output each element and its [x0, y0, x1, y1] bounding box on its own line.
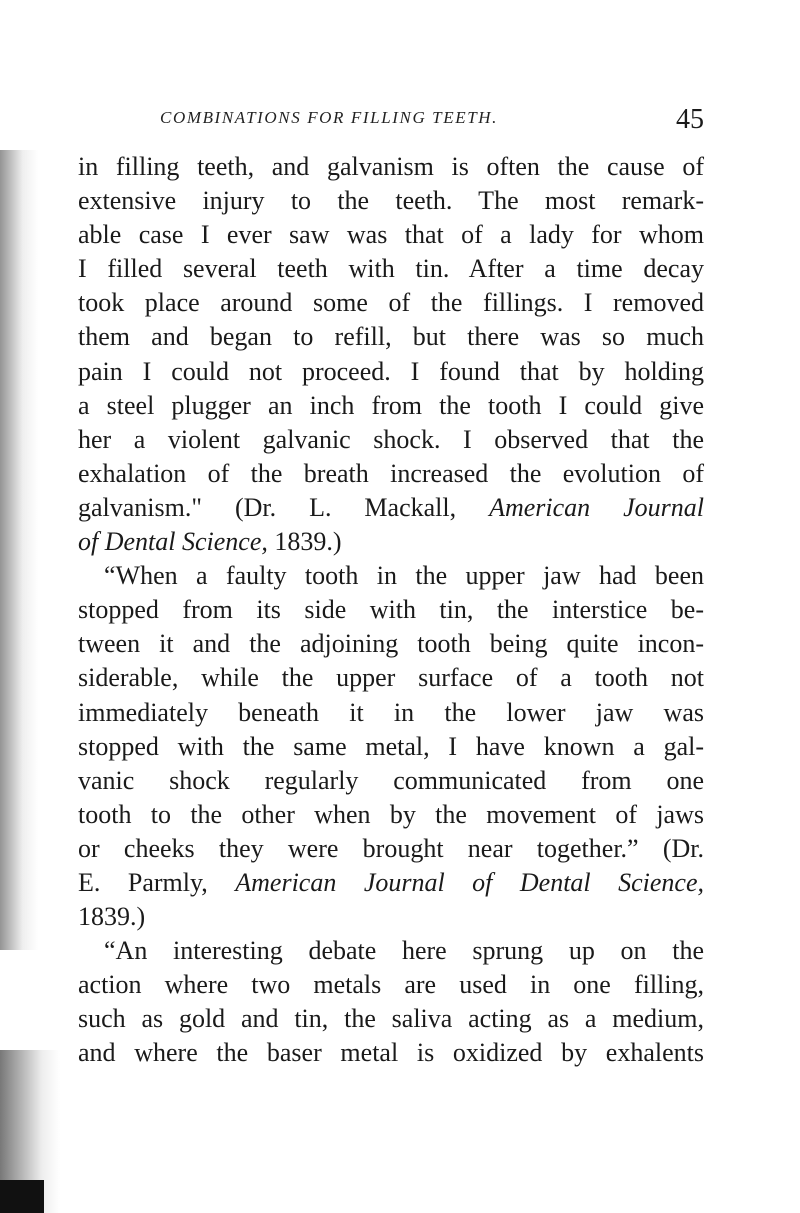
text-line: pain I could not proceed. I found that by holding: [78, 356, 704, 386]
journal-title: American Journal: [489, 492, 705, 522]
scan-gutter-shadow: [0, 150, 38, 950]
text-line: immediately beneath it in the lower jaw was: [78, 697, 704, 727]
text-line: her a violent galvanic shock. I observed that the: [78, 424, 704, 454]
running-head: COMBINATIONS FOR FILLING TEETH.: [160, 108, 498, 127]
text-line-citation: [78, 866, 704, 900]
text-line: tween it and the adjoining tooth being quite incon-: [78, 629, 704, 659]
scan-corner-mark: [0, 1180, 44, 1213]
text-line: tooth to the other when by the movement of jaws: [78, 799, 704, 829]
text-line: such as gold and tin, the saliva acting as a medium,: [78, 1004, 704, 1034]
text-line: I filled several teeth with tin. After a time decay: [78, 254, 704, 284]
text-line: “When a faulty tooth in the upper jaw had been: [104, 561, 704, 591]
page-number: 45: [676, 104, 704, 135]
text-line-citation: [78, 525, 704, 559]
text-line: siderable, while the upper surface of a tooth not: [78, 663, 704, 693]
text-line: able case I ever saw was that of a lady for whom: [78, 220, 704, 250]
text-line-citation: [78, 491, 704, 525]
citation-text: galvanism." (Dr. L. Mackall,: [78, 492, 457, 522]
text-line: a steel plugger an inch from the tooth I could give: [78, 390, 704, 420]
body-text: [78, 150, 704, 1071]
text-line: 1839.): [78, 902, 146, 932]
text-line: or cheeks they were brought near together.” (Dr.: [78, 833, 704, 863]
text-line: them and began to refill, but there was so much: [78, 322, 704, 352]
citation-text: E. Parmly,: [78, 867, 208, 897]
text-line: extensive injury to the teeth. The most remark-: [78, 186, 704, 216]
text-line: stopped from its side with tin, the interstice be-: [78, 595, 704, 625]
page-header: [160, 104, 710, 140]
text-line: action where two metals are used in one filling,: [78, 970, 704, 1000]
text-line: in filling teeth, and galvanism is often the cause of: [78, 152, 704, 181]
citation-year: 1839.): [274, 527, 342, 557]
journal-title: of Dental Science,: [78, 527, 268, 557]
text-line: stopped with the same metal, I have known a gal-: [78, 731, 704, 761]
text-line: exhalation of the breath increased the evolution of: [78, 458, 704, 488]
text-line: took place around some of the fillings. I removed: [78, 288, 704, 318]
text-line: “An interesting debate here sprung up on the: [104, 936, 704, 966]
text-line: vanic shock regularly communicated from one: [78, 765, 704, 795]
text-line: and where the baser metal is oxidized by exhalents: [78, 1038, 704, 1068]
journal-title: American Journal of Dental Science,: [235, 867, 704, 897]
